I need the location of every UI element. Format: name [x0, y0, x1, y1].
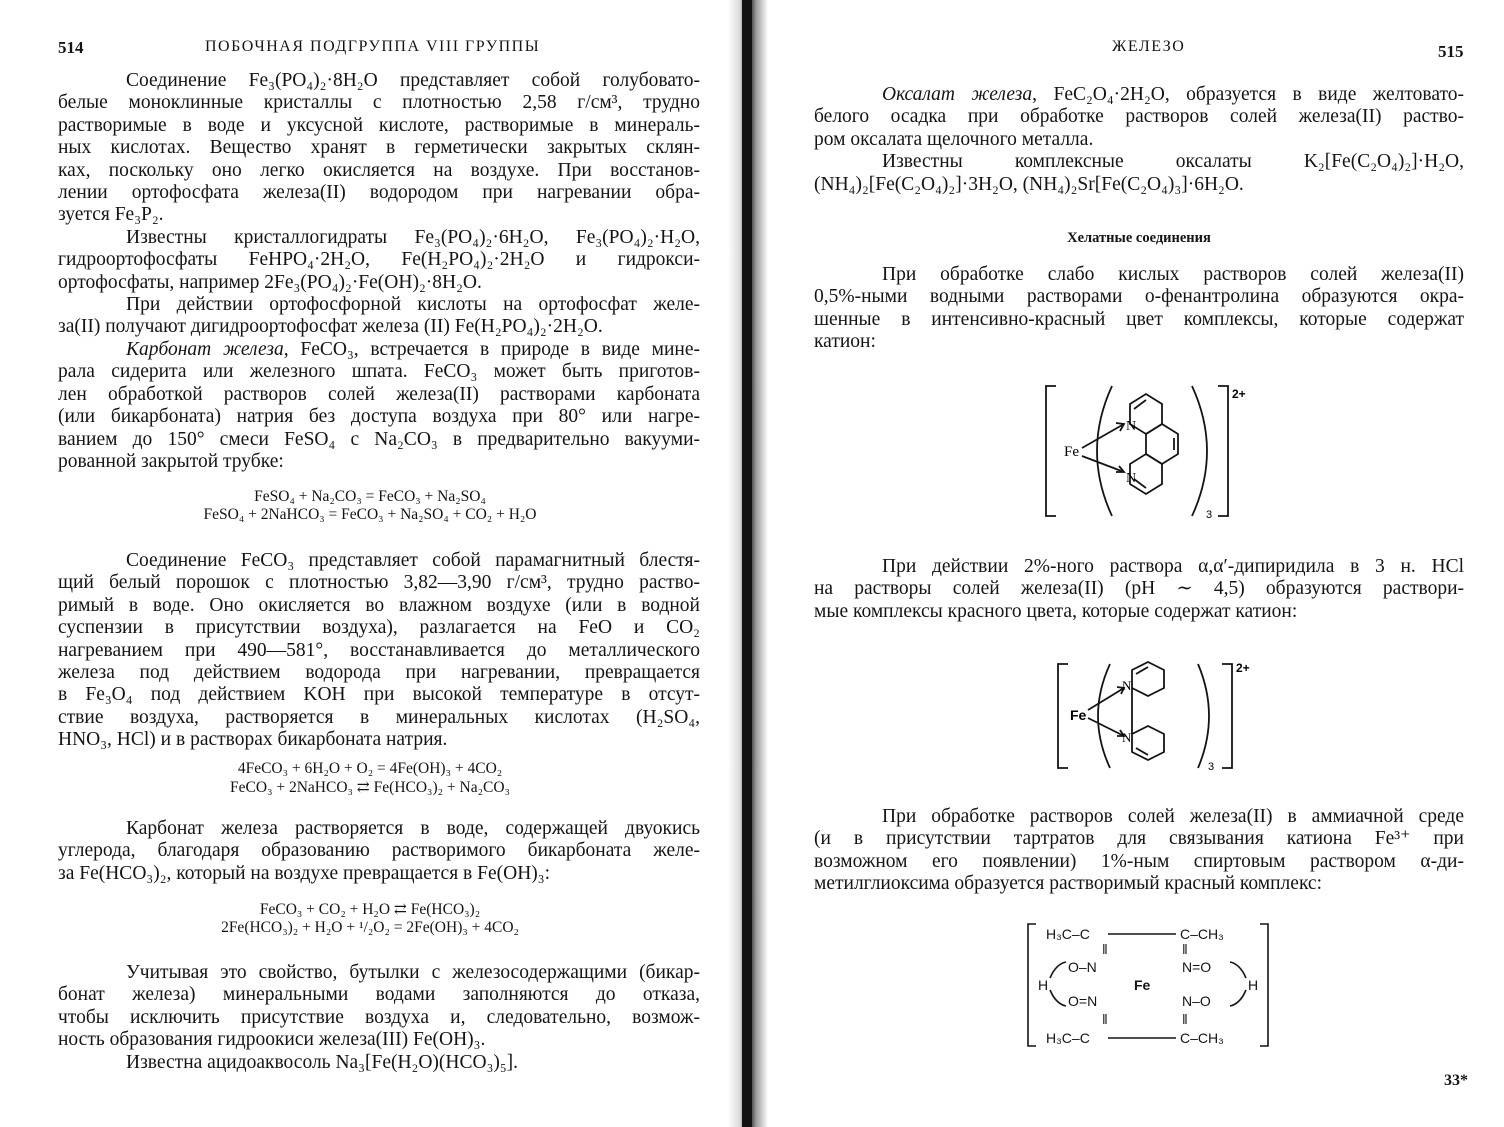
text-line: на растворы солей железа(II) (pH ∼ 4,5) образуются раствори-: [814, 578, 1464, 600]
equation-line: FeCO₃ + CO₂ + H₂O ⇄ Fe(HCO₃)₂: [259, 901, 481, 918]
equation-line: FeSO₄ + Na₂CO₃ = FeCO₃ + Na₂SO₄: [254, 488, 486, 505]
equation-line: 2Fe(HCO₃)₂ + H₂O + ¹/₂O₂ = 2Fe(OH)₃ + 4CO₂: [221, 919, 519, 936]
text-line: При действии ортофосфорной кислоты на ортофосфат желе-: [126, 294, 700, 316]
paragraph-phosphate: [58, 70, 700, 473]
left-bracket: [1058, 664, 1068, 768]
paragraph-dimethylglyoxime: [814, 806, 1464, 896]
paragraph-bottles: [58, 962, 700, 1074]
hydrogen-label: H: [1248, 977, 1259, 993]
text-line: углерода, благодаря образованию растворимого бикарбоната желе-: [58, 840, 700, 862]
text-line: римый в воде. Оно окисляется во влажном воздухе (или в водной: [58, 594, 700, 616]
equation-line: 4FeCO₃ + 6H₂O + O₂ = 4Fe(OH)₃ + 4CO₂: [237, 760, 503, 777]
phenanthroline-complex-structure: [1042, 376, 1262, 526]
text-line: 0,5%-ными водными растворами о-фенантролина образуются окра-: [814, 286, 1464, 308]
n-label: N: [1126, 419, 1137, 434]
left-paren: [1097, 386, 1112, 516]
text-line: Оксалат железа, FeC₂O₄·2H₂O, образуется в виде желтовато-: [882, 84, 1465, 105]
text-line: нагреванием при 490—581°, восстанавливается до металлического: [58, 639, 700, 661]
equation-block-2: [150, 760, 590, 797]
text-line: лен обработкой растворов солей железа(II) растворами карбоната: [58, 383, 700, 405]
text-line: HNO₃, HCl) и в растворах бикарбоната натрия.: [58, 729, 448, 751]
signature-mark: 33*: [1444, 1072, 1468, 1089]
text-line: за(II) получают дигидроортофосфат железа (II) Fe(H₂PO₄)₂·2H₂O.: [58, 316, 603, 338]
text-line: ванием до 150° смеси FeSO₄ с Na₂CO₃ в предварительно вакууми-: [58, 428, 700, 450]
oxime-group: O=N: [1068, 993, 1098, 1009]
coordination-arrow: [1082, 424, 1124, 448]
text-line: зуется Fe₃P₂.: [58, 204, 164, 226]
text-line: белого осадка при обработке растворов солей железа(II) раство-: [814, 106, 1464, 128]
text-line: рованной закрытой трубке:: [58, 450, 284, 472]
text-line: Соединение Fe₃(PO₄)₂·8H₂O представляет собой голубовато-: [126, 70, 700, 91]
paragraph-phenanthroline: [814, 264, 1464, 354]
ligand-count-label: 3: [1208, 761, 1215, 773]
oxime-group: N=O: [1182, 959, 1212, 975]
text-line: катион:: [814, 331, 876, 353]
text-line: чтобы исключить присутствие воздуха и, следовательно, возмож-: [58, 1006, 700, 1028]
double-bond: ‖: [1182, 1011, 1188, 1027]
text-line: При действии 2%-ного раствора α,α′-дипиридила в 3 н. HCl: [882, 556, 1464, 577]
text-line: При обработке слабо кислых растворов солей железа(II): [882, 264, 1464, 285]
text-line: за Fe(HCO₃)₂, который на воздухе превращается в Fe(OH)₃:: [58, 862, 550, 884]
term-oxalate: Оксалат железа: [882, 84, 1033, 105]
text-line: возможном его появлении) 1%-ным спиртовым раствором α-ди-: [814, 850, 1464, 872]
text-line: растворимые в воде и уксусной кислоте, растворимые в минераль-: [58, 114, 700, 136]
text-line: гидроортофосфаты FeHPO₄·2H₂O, Fe(H₂PO₄)₂·2H₂O и гидрокси-: [58, 249, 700, 271]
page-number-left: 514: [58, 38, 84, 57]
text-line: (и в присутствии тартратов для связывания катиона Fe³⁺ при: [814, 828, 1464, 850]
text-line: (NH₄)₂[Fe(C₂O₄)₂]·3H₂O, (NH₄)₂Sr[Fe(C₂O₄)₃]·6H₂O.: [814, 173, 1244, 195]
text-line: Известны комплексные оксалаты K₂[Fe(C₂O₄)₂]·H₂O,: [882, 151, 1464, 173]
equation-line: FeCO₃ + 2NaHCO₃ ⇄ Fe(HCO₃)₂ + Na₂CO₃: [230, 779, 510, 796]
ligand-count-label: 3: [1206, 509, 1213, 521]
charge-label: 2+: [1236, 661, 1250, 675]
text-line: ствие воздуха, растворяется в минеральных кислотах (H₂SO₄,: [58, 706, 700, 728]
fe-label: Fe: [1064, 444, 1079, 460]
equation-block-3: [150, 900, 590, 937]
text-line: бонат железа) минеральными водами заполняются до отказа,: [58, 984, 700, 1006]
text-line: (или бикарбоната) натрия без доступа воздуха при 80° или нагре-: [58, 406, 700, 428]
fe-label: Fe: [1134, 977, 1151, 993]
methyl-group: C–CH₃: [1180, 1030, 1224, 1046]
equation-line: FeSO₄ + 2NaHCO₃ = FeCO₃ + Na₂SO₄ + CO₂ + H₂O: [203, 506, 537, 523]
text-line: ность образования гидроокиси железа(III) Fe(OH)₃.: [58, 1029, 486, 1051]
charge-label: 2+: [1232, 387, 1246, 401]
text-line: При обработке растворов солей железа(II) в аммиачной среде: [882, 806, 1464, 827]
double-bond: ‖: [1102, 941, 1108, 957]
coordination-arrow: [1082, 456, 1124, 472]
text-line: метилглиоксима образуется растворимый красный комплекс:: [814, 873, 1323, 895]
hydrogen-label: H: [1038, 977, 1049, 993]
dipyridyl-complex-structure: [1056, 656, 1256, 776]
book-spine: [742, 0, 752, 1127]
text-line: Учитывая это свойство, бутылки с железосодержащими (бикар-: [126, 962, 700, 983]
right-paren: [1192, 386, 1207, 516]
methyl-group: H₃C–C: [1046, 1030, 1090, 1046]
text-line: шенные в интенсивно-красный цвет комплексы, которые содержат: [814, 308, 1464, 330]
left-bracket: [1028, 924, 1036, 1046]
right-bracket: [1218, 386, 1228, 516]
text-line: ром оксалата щелочного металла.: [814, 128, 1094, 150]
text-line: железа под действием водорода при нагревании, превращается: [58, 662, 700, 684]
text-line: ках, поскольку оно легко окисляется на воздухе. При восстанов-: [58, 159, 700, 181]
page-number-right: 515: [1438, 42, 1464, 61]
coordination-arrow: [1088, 688, 1124, 710]
methyl-group: C–CH₃: [1180, 926, 1224, 942]
paragraph-oxalate: [814, 84, 1464, 196]
text-line: Известны кристаллогидраты Fe₃(PO₄)₂·6H₂O, Fe₃(PO₄)₂·H₂O,: [126, 226, 700, 248]
running-head-right: ЖЕЛЕЗО: [1112, 38, 1186, 55]
right-bracket: [1260, 924, 1268, 1046]
left-page: [0, 0, 736, 1127]
text-line: суспензии в присутствии воздуха), разлагается на FeO и CO₂: [58, 617, 700, 639]
running-head-left: ПОБОЧНАЯ ПОДГРУППА VIII ГРУППЫ: [205, 38, 541, 55]
left-paren: [1098, 664, 1110, 768]
double-bond: ‖: [1102, 1011, 1108, 1027]
text-line: мые комплексы красного цвета, которые содержат катион:: [814, 600, 1298, 622]
text-line: Карбонат железа, FeCO₃, встречается в природе в виде мине-: [126, 338, 700, 360]
text-line: ных кислотах. Вещество хранят в герметически закрытых склян-: [58, 137, 700, 159]
oxime-group: O–N: [1068, 959, 1097, 975]
dimethylglyoxime-complex-structure: [1024, 918, 1274, 1056]
methyl-group: H₃C–C: [1046, 926, 1090, 942]
paragraph-bicarbonate: [58, 818, 700, 885]
fe-label: Fe: [1070, 707, 1087, 723]
text-line: ортофосфаты, например 2Fe₃(PO₄)₂·Fe(OH)₂·8H₂O.: [58, 271, 482, 293]
text-line: рала сидерита или железного шпата. FeCO₃ может быть приготов-: [58, 361, 700, 383]
text-line: Известна ацидоаквосоль Na₃[Fe(H₂O)(HCO₃)₅].: [126, 1051, 519, 1073]
paragraph-dipyridyl: [814, 556, 1464, 623]
double-bond: ‖: [1182, 941, 1188, 957]
n-label: N: [1126, 471, 1137, 486]
text-line: лении ортофосфата железа(II) водородом при нагревании обра-: [58, 182, 700, 204]
text-line: белые моноклинные кристаллы с плотностью 2,58 г/см³, трудно: [58, 92, 700, 114]
right-bracket: [1222, 664, 1232, 768]
text-line: Соединение FeCO₃ представляет собой парамагнитный блестя-: [126, 550, 700, 571]
right-page: [766, 0, 1504, 1127]
oxime-group: N–O: [1182, 993, 1211, 1009]
coordination-arrow: [1088, 718, 1124, 736]
n-label: N: [1122, 730, 1132, 745]
right-paren: [1198, 664, 1209, 768]
equation-block-1: [150, 488, 590, 524]
left-bracket: [1046, 386, 1056, 516]
section-title-chelates: Хелатные соединения: [1067, 230, 1211, 246]
paragraph-feco3-props: [58, 550, 700, 752]
text-line: щий белый порошок с плотностью 3,82—3,90 г/см³, трудно раство-: [58, 572, 700, 594]
text-line: Карбонат железа растворяется в воде, содержащей двуокись: [126, 818, 700, 839]
text-line: в Fe₃O₄ под действием KOH при высокой температуре в отсут-: [58, 684, 700, 706]
n-label: N: [1122, 678, 1132, 693]
term-carbonate: Карбонат железа: [126, 338, 284, 360]
